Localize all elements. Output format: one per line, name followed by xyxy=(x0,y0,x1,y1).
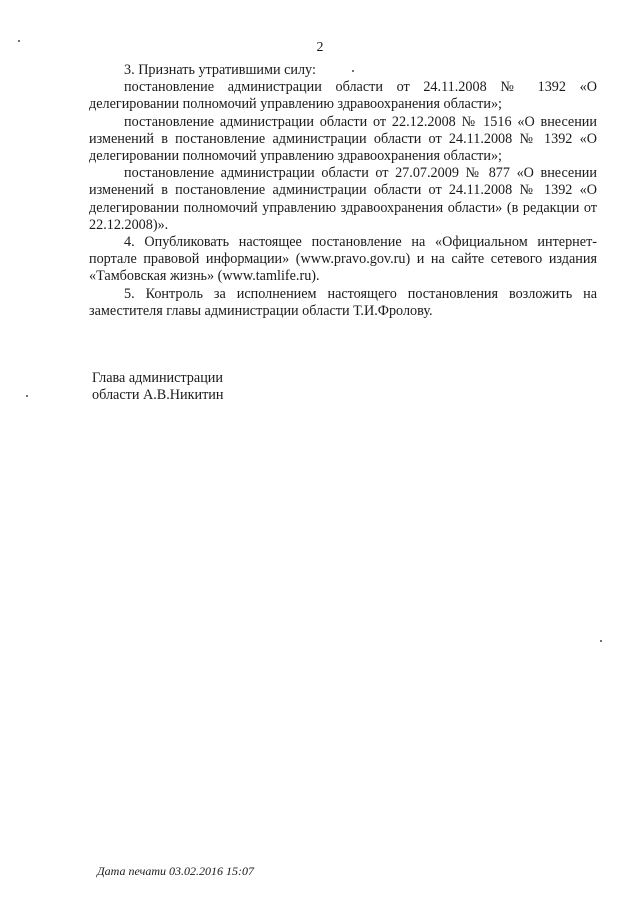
paragraph-repeal-1392: постановление администрации области от 24.11.2008 № 1392 «О делегировании полномочий управлению здравоохранения области»; xyxy=(89,79,597,113)
signature-title: Глава администрации xyxy=(92,370,223,386)
paragraph-repeal-877: постановление администрации области от 27.07.2009 № 877 «О внесении изменений в постановление администрации области от 24.11.2008 № 1392 «О делегировании полномочий управлению здравоохранения области» (в редакции от 22.12.2008)». xyxy=(89,165,597,233)
print-date: Дата печати 03.02.2016 15:07 xyxy=(97,864,255,878)
scan-speck xyxy=(600,640,602,642)
paragraph-5-control: 5. Контроль за исполнением настоящего постановления возложить на заместителя главы администрации области Т.И.Фролову. xyxy=(89,285,597,319)
document-body xyxy=(89,62,597,320)
paragraph-repeal-1516: постановление администрации области от 22.12.2008 № 1516 «О внесении изменений в постановление администрации области от 24.11.2008 № 1392 «О делегировании полномочий управлению здравоохранения области»; xyxy=(89,113,597,165)
scan-speck xyxy=(26,395,28,397)
signature-block xyxy=(92,370,223,404)
page-number: 2 xyxy=(316,40,324,55)
paragraph-3-heading: 3. Признать утратившими силу: xyxy=(124,62,316,78)
paragraph-4-publish: 4. Опубликовать настоящее постановление на «Официальном интернет-портале правовой информации» (www.pravo.gov.ru) и на сайте сетевого издания «Тамбовская жизнь» (www.tamlife.ru). xyxy=(89,234,597,285)
scan-speck xyxy=(18,40,20,42)
scan-speck xyxy=(352,70,354,72)
signature-name: области А.В.Никитин xyxy=(92,387,224,404)
